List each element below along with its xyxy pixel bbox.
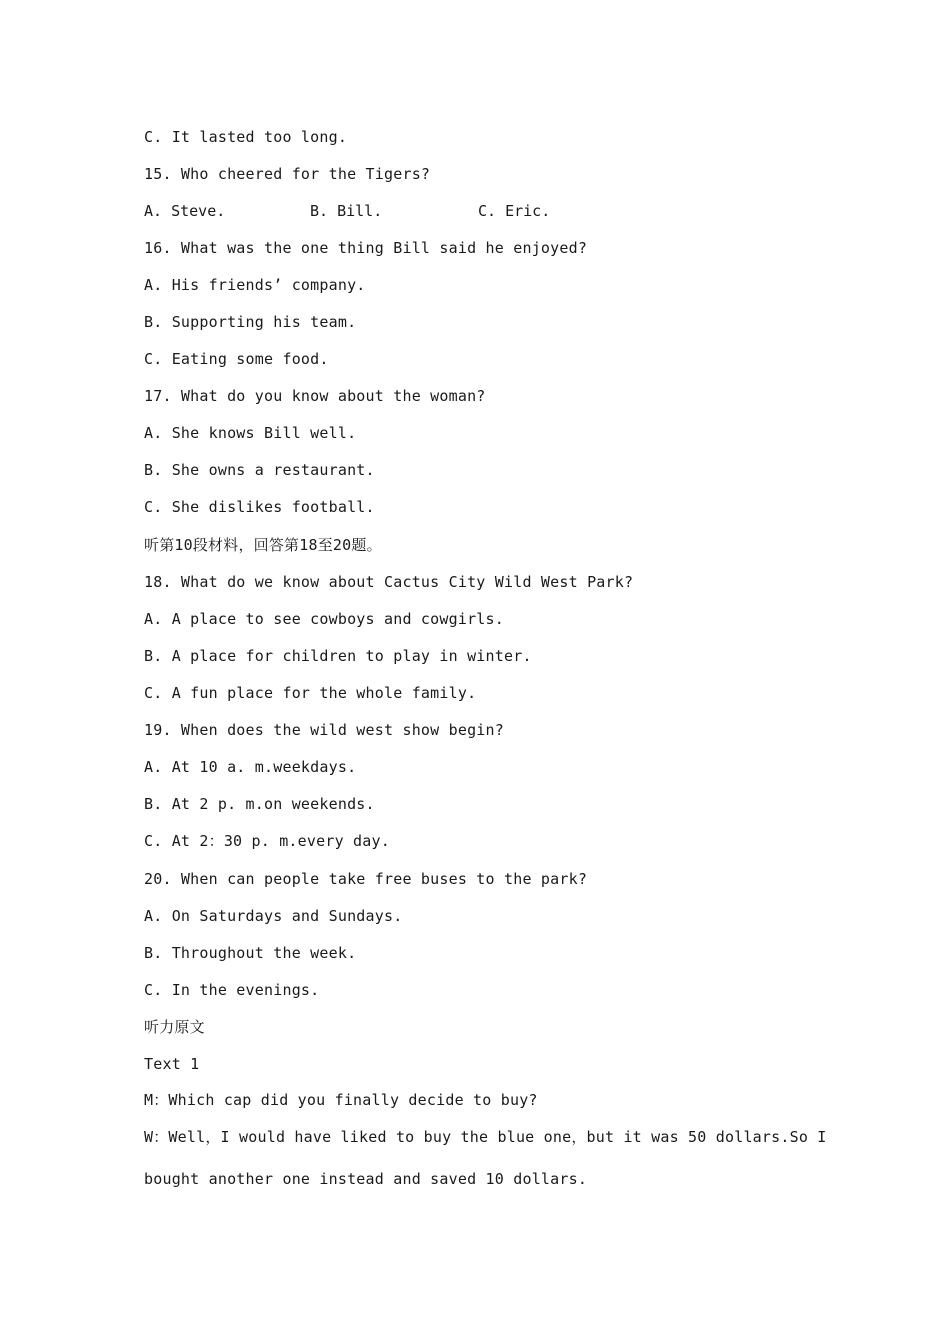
option-19c: C. At 2：30 p. m.every day.: [144, 832, 390, 850]
option-17b: B. She owns a restaurant.: [144, 461, 375, 479]
text-1-heading: Text 1: [144, 1055, 200, 1073]
option-20a: A. On Saturdays and Sundays.: [144, 907, 403, 925]
option-17c: C. She dislikes football.: [144, 498, 375, 516]
transcript-heading: 听力原文: [144, 1018, 205, 1036]
question-16: 16. What was the one thing Bill said he enjoyed?: [144, 239, 588, 257]
option-18a: A. A place to see cowboys and cowgirls.: [144, 610, 504, 628]
option-16b: B. Supporting his team.: [144, 313, 357, 331]
option-18b: B. A place for children to play in winter.: [144, 647, 532, 665]
option-16c: C. Eating some food.: [144, 350, 329, 368]
question-19: 19. When does the wild west show begin?: [144, 721, 504, 739]
section-instruction: 听第10段材料，回答第18至20题。: [144, 536, 382, 554]
question-18: 18. What do we know about Cactus City Wild West Park?: [144, 573, 634, 591]
option-16a: A. His friends’ company.: [144, 276, 366, 294]
option-14c: C. It lasted too long.: [144, 128, 348, 146]
question-20: 20. When can people take free buses to the park?: [144, 870, 588, 888]
option-17a: A. She knows Bill well.: [144, 424, 357, 442]
question-15: 15. Who cheered for the Tigers?: [144, 165, 431, 183]
option-15c: C. Eric.: [478, 202, 551, 220]
dialogue-woman: W：Well，I would have liked to buy the blue one，but it was 50 dollars.So I: [144, 1128, 827, 1146]
dialogue-woman-continued: bought another one instead and saved 10 dollars.: [144, 1170, 588, 1188]
option-19a: A. At 10 a. m.weekdays.: [144, 758, 357, 776]
options-15: [144, 201, 824, 221]
option-15b: B. Bill.: [310, 202, 383, 220]
dialogue-man: M：Which cap did you finally decide to buy?: [144, 1091, 538, 1109]
option-15a: A. Steve.: [144, 202, 226, 220]
question-17: 17. What do you know about the woman?: [144, 387, 486, 405]
option-19b: B. At 2 p. m.on weekends.: [144, 795, 375, 813]
option-20b: B. Throughout the week.: [144, 944, 357, 962]
option-18c: C. A fun place for the whole family.: [144, 684, 477, 702]
option-20c: C. In the evenings.: [144, 981, 320, 999]
